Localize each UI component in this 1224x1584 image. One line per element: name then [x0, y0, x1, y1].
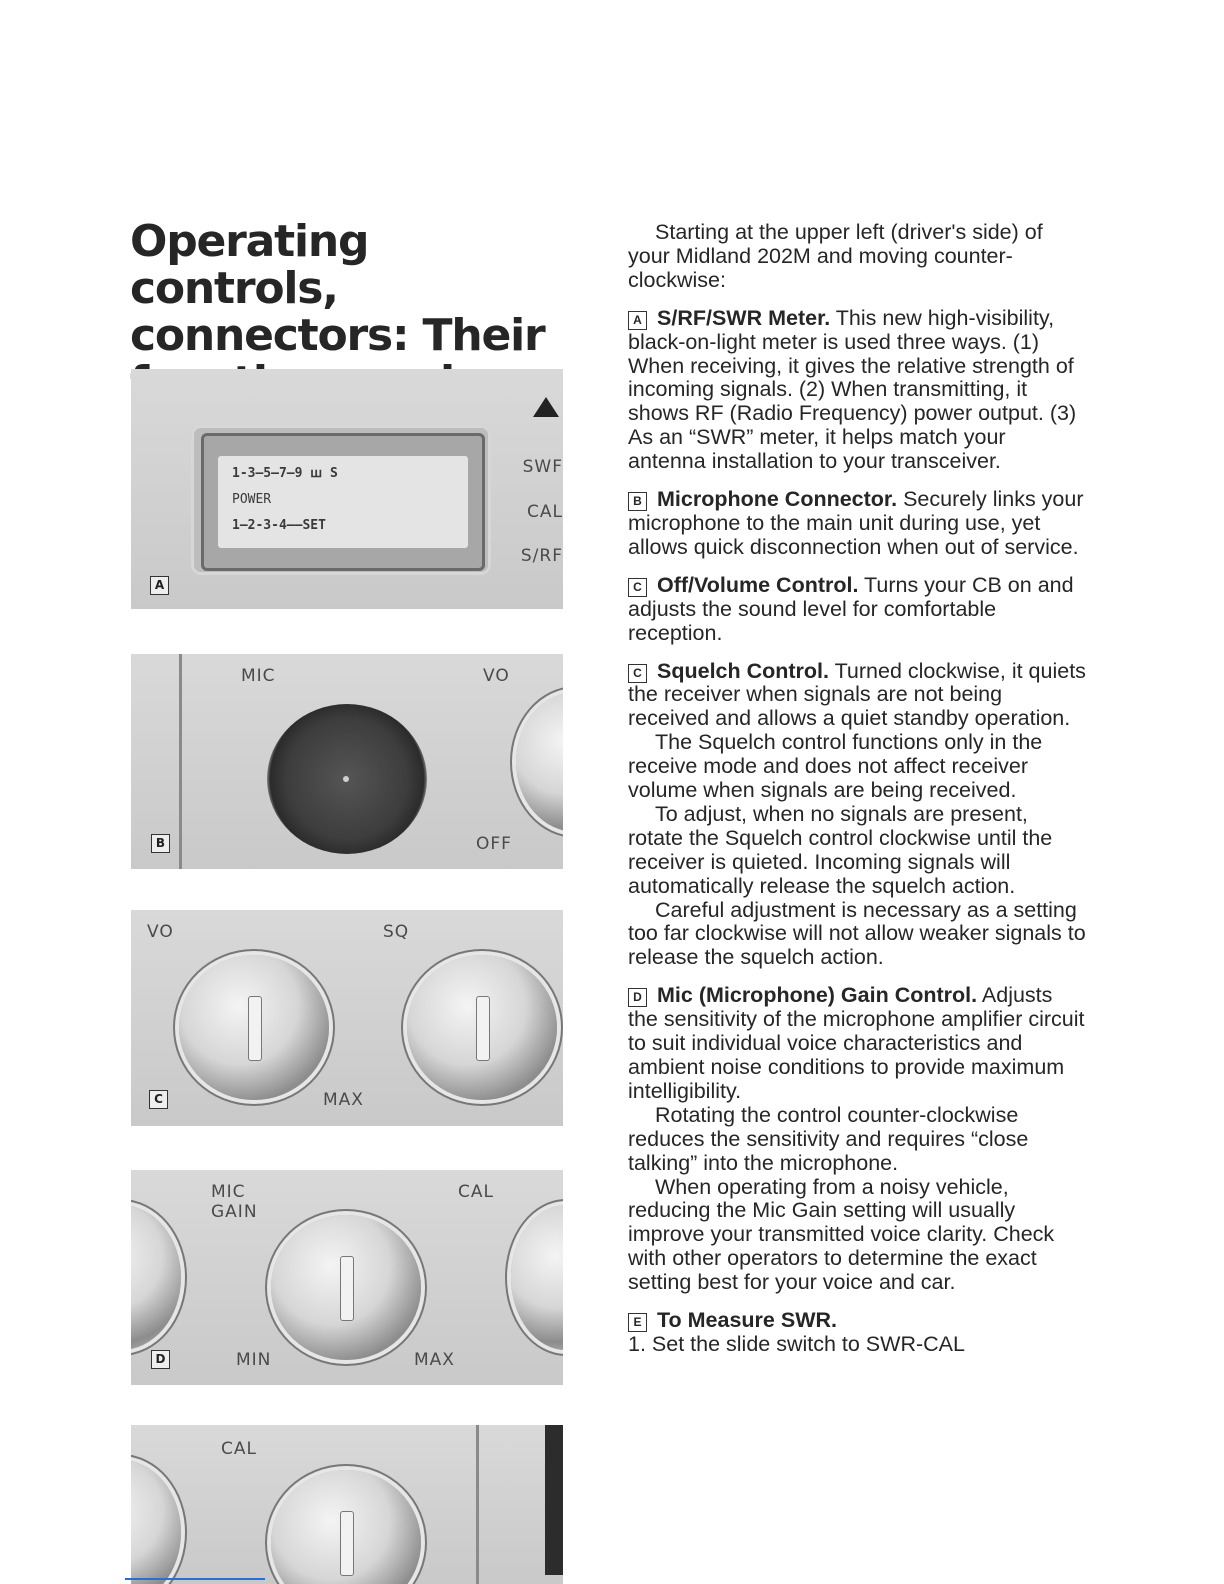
- cal-knob-icon: [511, 1205, 563, 1350]
- photo-badge-b: B: [151, 834, 170, 853]
- switch-label-swr: SWF: [522, 457, 563, 477]
- label-vo: VO: [483, 666, 510, 686]
- section-e: [628, 1309, 1086, 1333]
- section-badge-d: D: [628, 988, 647, 1007]
- title-line-2: connectors: Their: [130, 310, 545, 361]
- section-heading: Microphone Connector.: [657, 487, 898, 512]
- label-mic-gain: [211, 1182, 258, 1222]
- section-d: [628, 984, 1086, 1104]
- meter-frame: [191, 425, 491, 575]
- section-badge-b: B: [628, 492, 647, 511]
- mic-gain-photo: [131, 1170, 563, 1385]
- section-badge-a: A: [628, 311, 647, 330]
- section-text: Turns your CB on and adjusts the sound level for comfortable reception.: [628, 572, 1074, 645]
- step-1: 1. Set the slide switch to SWR-CAL: [628, 1331, 965, 1356]
- mic-gain-knob-icon: [271, 1215, 421, 1360]
- meter-scale: [218, 456, 468, 548]
- section-badge-e: E: [628, 1313, 647, 1332]
- label-cal: CAL: [221, 1439, 257, 1459]
- title-line-1: Operating controls,: [130, 216, 369, 314]
- section-heading: To Measure SWR.: [657, 1308, 837, 1333]
- section-badge-c: C: [628, 578, 647, 597]
- switch-label-srf: S/RF: [520, 546, 563, 566]
- section-text: Securely links your microphone to the main unit during use, yet allows quick disconnection when out of service.: [628, 487, 1084, 559]
- photo-badge-d: D: [151, 1350, 170, 1369]
- brand-logo-icon: [533, 397, 559, 417]
- label-min: MIN: [236, 1350, 272, 1370]
- volume-squelch-photo: [131, 910, 563, 1126]
- section-heading: Mic (Microphone) Gain Control.: [657, 983, 978, 1008]
- gain-paragraph: Rotating the control counter-clockwise reduces the sensitivity and requires “close talking” into the microphone.: [628, 1102, 1029, 1175]
- meter-scale-signal: 1-3—5—7—9 ꟺ S: [232, 466, 338, 481]
- section-c-squelch: [628, 660, 1086, 732]
- body-text: [628, 221, 1086, 1357]
- label-vo: VO: [147, 922, 174, 942]
- mic-jack-icon: [267, 704, 427, 854]
- label-gain: GAIN: [211, 1202, 258, 1222]
- photo-badge-c: C: [149, 1090, 168, 1109]
- switch-label-cal: CAL: [527, 502, 563, 522]
- section-heading: Off/Volume Control.: [657, 572, 859, 597]
- panel-dark-edge: [545, 1425, 563, 1575]
- cal-photo: [131, 1425, 563, 1584]
- mic-connector-photo: [131, 654, 563, 869]
- section-a: [628, 307, 1086, 474]
- left-knob-icon: [131, 1460, 181, 1584]
- meter-photo: [131, 369, 563, 609]
- section-b: [628, 488, 1086, 560]
- label-sq: SQ: [383, 922, 410, 942]
- squelch-knob-icon: [407, 955, 557, 1100]
- panel-edge: [476, 1425, 479, 1584]
- meter-scale-swr: 1—2-3-4——SET: [232, 518, 326, 533]
- section-text: Turned clockwise, it quiets the receiver when signals are not being received and allows a quiet standby operation.: [628, 658, 1086, 731]
- squelch-paragraph: Careful adjustment is necessary as a setting too far clockwise will not allow weaker signals to release the squelch action.: [628, 897, 1086, 970]
- panel-edge: [179, 654, 182, 869]
- squelch-paragraph: To adjust, when no signals are present, rotate the Squelch control clockwise until the receiver is quieted. Incoming signals will automatically release the squelch action.: [628, 801, 1053, 898]
- photo-badge-a: A: [150, 576, 169, 595]
- squelch-paragraph: The Squelch control functions only in the receive mode and does not affect receiver volume when signals are being received.: [628, 730, 1043, 803]
- cal-knob-icon: [271, 1470, 421, 1584]
- section-badge-c: C: [628, 664, 647, 683]
- gain-paragraph: When operating from a noisy vehicle, reducing the Mic Gain setting will usually improve your transmitted voice clarity. Check with other operators to determine the exact setting best for your voice and car.: [628, 1174, 1055, 1295]
- section-text: Adjusts the sensitivity of the microphone amplifier circuit to suit individual voice characteristics and ambient noise conditions to provide maximum intelligibility.: [628, 983, 1085, 1103]
- section-text: This new high-visibility, black-on-light meter is used three ways. (1) When receiving, it gives the relative strength of incoming signals. (2) When transmitting, it shows RF (Radio Frequency) power output. (3) As an “SWR” meter, it helps match your antenna installation to your transceiver.: [628, 305, 1077, 474]
- section-c-volume: [628, 574, 1086, 646]
- label-mic: MIC: [241, 666, 276, 686]
- left-knob-icon: [131, 1205, 181, 1350]
- label-max: MAX: [323, 1090, 364, 1110]
- section-heading: S/RF/SWR Meter.: [657, 305, 831, 330]
- section-heading: Squelch Control.: [657, 658, 829, 683]
- volume-knob-icon: [179, 955, 329, 1100]
- label-off: OFF: [476, 834, 512, 854]
- meter-scale-power: POWER: [232, 492, 272, 507]
- volume-knob-icon: [516, 692, 563, 832]
- label-mic: MIC: [211, 1182, 246, 1202]
- meter-face: [201, 433, 485, 571]
- label-cal: CAL: [458, 1182, 494, 1202]
- footer-link-line: [125, 1578, 265, 1580]
- intro-paragraph: Starting at the upper left (driver's side) of your Midland 202M and moving counter-clockwise:: [628, 220, 1043, 292]
- label-max: MAX: [414, 1350, 455, 1370]
